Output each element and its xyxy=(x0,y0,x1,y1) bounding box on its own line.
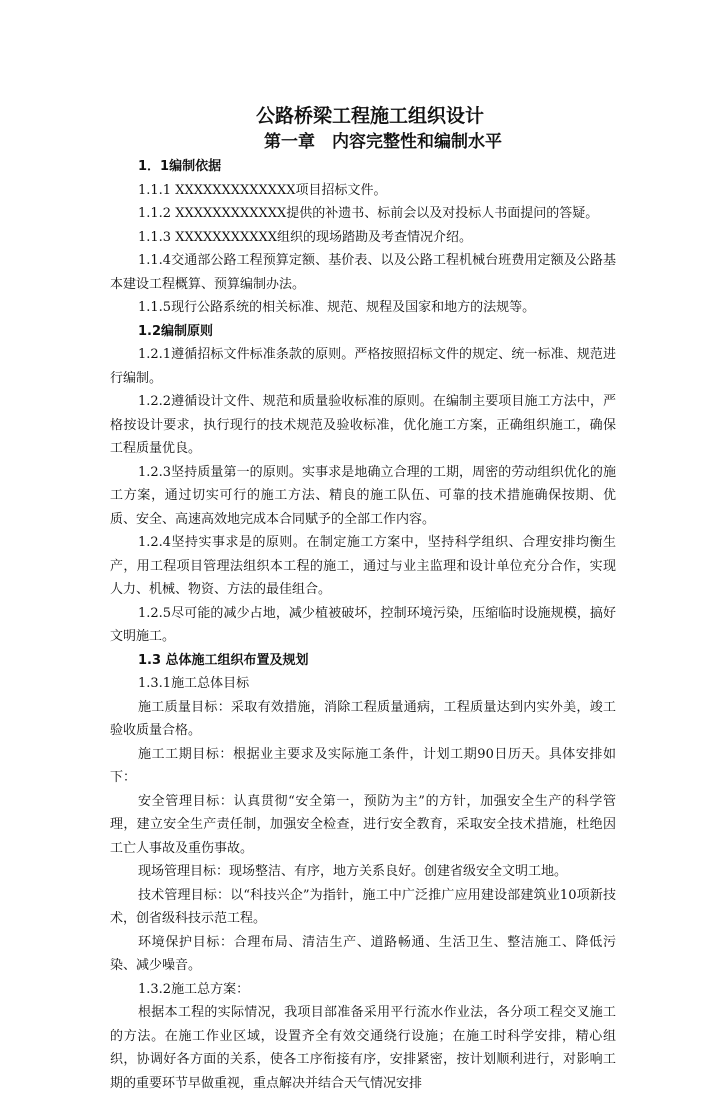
paragraph: 1.3.1施工总体目标 xyxy=(138,676,250,691)
paragraph: 根据本工程的实际情况，我项目部准备采用平行流水作业法，各分项工程交叉施工的方法。在施工作业区域，设置齐全有效交通绕行设施；在施工时科学安排，精心组织，协调好各方面的关系，使各工序衔接有序，安排紧密，按计划顺利进行，对影响工期的重要环节早做重视，重点解决并结合天气情况安排 xyxy=(110,1005,616,1091)
paragraph: 1.1.5现行公路系统的相关标准、规范、规程及国家和地方的法规等。 xyxy=(138,300,536,315)
paragraph: 施工质量目标：采取有效措施，消除工程质量通病，工程质量达到内实外美，竣工验收质量合格。 xyxy=(110,699,616,738)
paragraph: 1.2.1遵循招标文件标准条款的原则。严格按照招标文件的规定、统一标准、规范进行编制。 xyxy=(110,347,616,386)
paragraph: 施工工期目标：根据业主要求及实际施工条件，计划工期90日历天。具体安排如下： xyxy=(110,746,616,785)
paragraph: 环境保护目标：合理布局、清洁生产、道路畅通、生活卫生、整洁施工、降低污染、减少噪音。 xyxy=(110,934,616,973)
paragraph: 1.3.2施工总方案： xyxy=(138,981,250,997)
paragraph: 1.1.1 XXXXXXXXXXXXX项目招标文件。 xyxy=(138,182,387,198)
paragraph: 技术管理目标：以“科技兴企”为指针，施工中广泛推广应用建设部建筑业10项新技术，创省级科技示范工程。 xyxy=(110,887,616,926)
document-title: 公路桥梁工程施工组织设计 xyxy=(255,105,484,127)
paragraph-list xyxy=(110,155,616,1095)
paragraph: 1.2.3坚持质量第一的原则。实事求是地确立合理的工期，周密的劳动组织优化的施工方案，通过切实可行的施工方法、精良的施工队伍、可靠的技术措施确保按期、优质、安全、高速高效地完成本合同赋予的全部工作内容。 xyxy=(110,464,616,527)
paragraph: 1.2.4坚持实事求是的原则。在制定施工方案中，坚持科学组织、合理安排均衡生产，用工程项目管理法组织本工程的施工，通过与业主监理和设计单位充分合作，实现人力、机械、物资、方法的最佳组合。 xyxy=(110,535,616,597)
paragraph: 现场管理目标：现场整洁、有序，地方关系良好。创建省级安全文明工地。 xyxy=(138,864,568,879)
paragraph: 1.2.5尽可能的减少占地，减少植被破坏，控制环境污染，压缩临时设施规模，搞好文明施工。 xyxy=(110,605,616,644)
chapter-heading: 第一章 内容完整性和编制水平 xyxy=(264,132,502,152)
paragraph: 1.1.4交通部公路工程预算定额、基价表、以及公路工程机械台班费用定额及公路基本建设工程概算、预算编制办法。 xyxy=(110,253,616,292)
paragraph: 安全管理目标：认真贯彻“安全第一，预防为主”的方针，加强安全生产的科学管理，建立安全生产责任制，加强安全检查，进行安全教育，采取安全技术措施，杜绝因工亡人事故及重伤事故。 xyxy=(110,793,616,856)
section-heading: 1.2编制原则 xyxy=(138,323,214,339)
section-heading: 1.3 总体施工组织布置及规划 xyxy=(138,652,309,668)
document-body xyxy=(110,103,616,1095)
section-heading: 1．1编制依据 xyxy=(138,159,222,174)
paragraph: 1.1.3 XXXXXXXXXXX组织的现场踏勘及考查情况介绍。 xyxy=(138,229,473,245)
paragraph: 1.2.2遵循设计文件、规范和质量验收标准的原则。在编制主要项目施工方法中，严格按设计要求，执行现行的技术规范及验收标准，优化施工方案，正确组织施工，确保工程质量优良。 xyxy=(110,394,616,456)
paragraph: 1.1.2 XXXXXXXXXXXX提供的补遗书、标前会以及对投标人书面提问的答疑。 xyxy=(138,206,599,221)
